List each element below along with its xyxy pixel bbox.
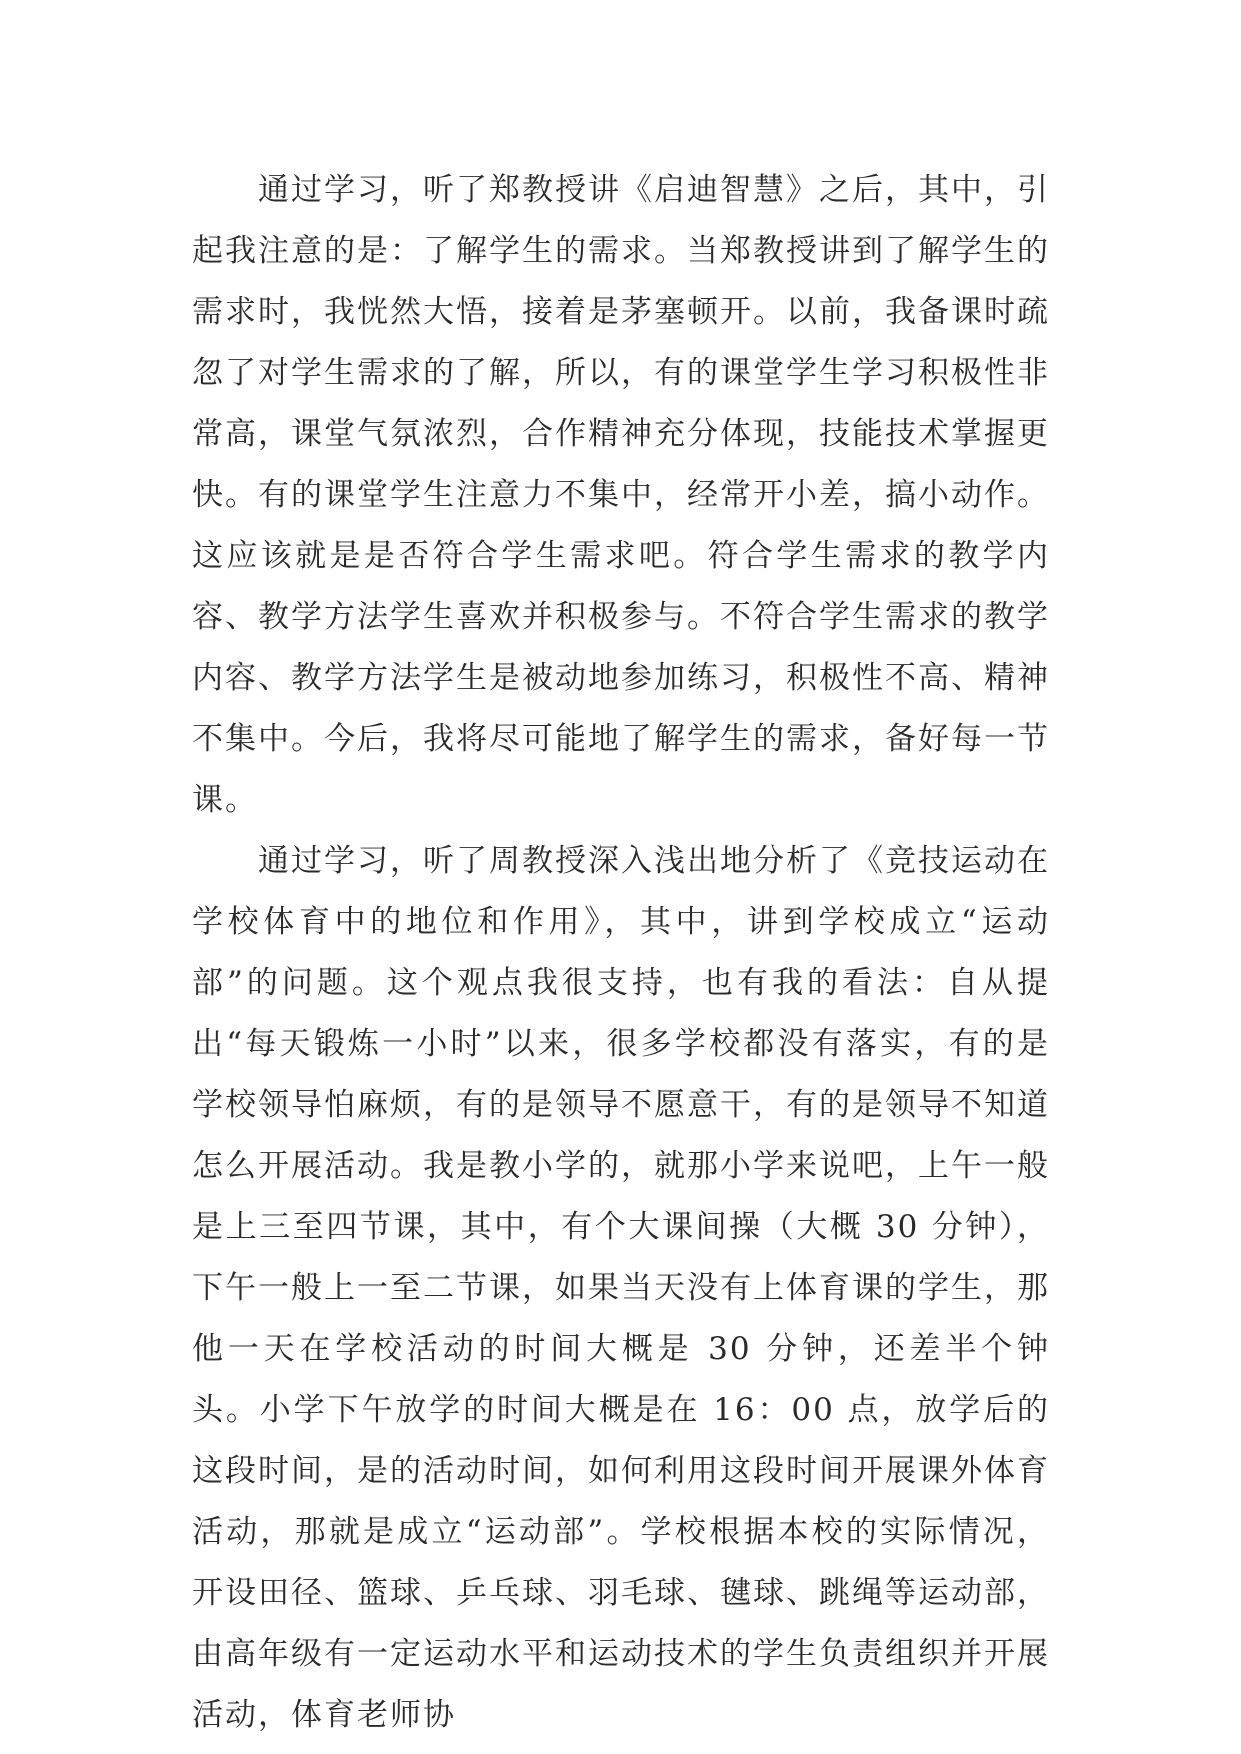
document-body xyxy=(192,160,1050,1746)
paragraph-2: 通过学习，听了周教授深入浅出地分析了《竞技运动在学校体育中的地位和作用》，其中，讲到学校成立“运动部”的问题。这个观点我很支持，也有我的看法：自从提出“每天锻炼一小时”以来，很多学校都没有落实，有的是学校领导怕麻烦，有的是领导不愿意干，有的是领导不知道怎么开展活动。我是教小学的，就那小学来说吧，上午一般是上三至四节课，其中，有个大课间操（大概 30 分钟），下午一般上一至二节课，如果当天没有上体育课的学生，那他一天在学校活动的时间大概是 30 分钟，还差半个钟头。小学下午放学的时间大概是在 16：00 点，放学后的这段时间，是的活动时间，如何利用这段时间开展课外体育活动，那就是成立“运动部”。学校根据本校的实际情况，开设田径、篮球、乒乓球、羽毛球、毽球、跳绳等运动部，由高年级有一定运动水平和运动技术的学生负责组织并开展活动，体育老师协 xyxy=(192,843,1050,1733)
paragraph-1: 通过学习，听了郑教授讲《启迪智慧》之后，其中，引起我注意的是：了解学生的需求。当郑教授讲到了解学生的需求时，我恍然大悟，接着是茅塞顿开。以前，我备课时疏忽了对学生需求的了解，所以，有的课堂学生学习积极性非常高，课堂气氛浓烈，合作精神充分体现，技能技术掌握更快。有的课堂学生注意力不集中，经常开小差，搞小动作。这应该就是是否符合学生需求吧。符合学生需求的教学内容、教学方法学生喜欢并积极参与。不符合学生需求的教学内容、教学方法学生是被动地参加练习，积极性不高、精神不集中。今后，我将尽可能地了解学生的需求，备好每一节课。 xyxy=(192,172,1050,818)
